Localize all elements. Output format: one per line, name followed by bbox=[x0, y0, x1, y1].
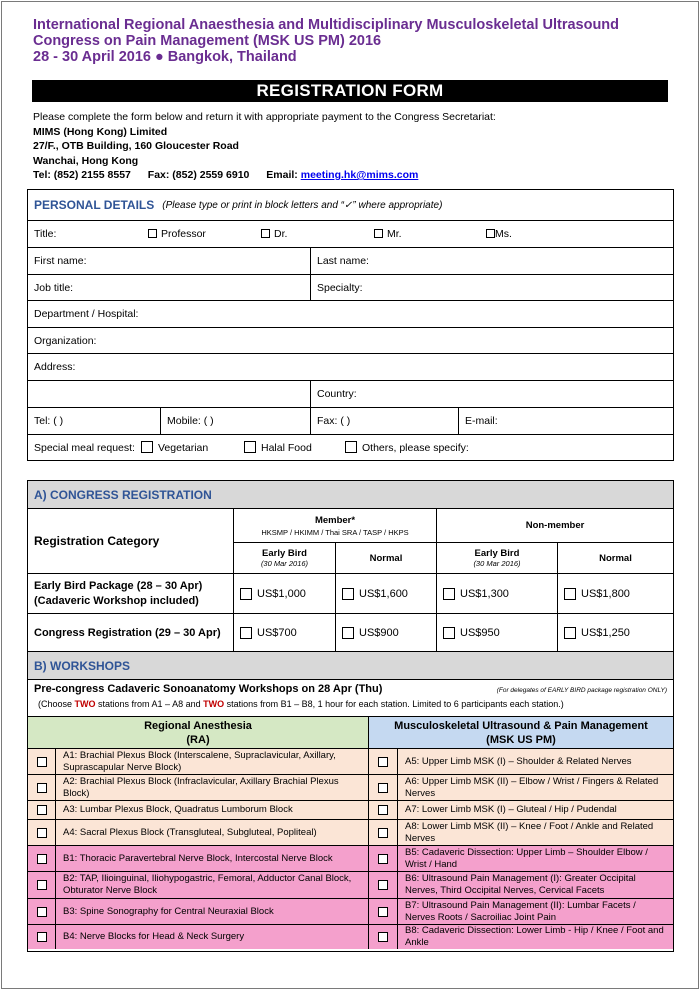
member-earlybird-header bbox=[233, 542, 335, 573]
instruction-text: Please complete the form below and return it with appropriate payment to the Congress Secretariat: bbox=[33, 111, 496, 123]
ra-sub: (RA) bbox=[186, 733, 210, 746]
checkbox-icon[interactable] bbox=[244, 441, 256, 453]
workshop-station-msk bbox=[397, 775, 673, 800]
msk-title: Musculoskeletal Ultrasound & Pain Management bbox=[394, 719, 648, 732]
workshop-row bbox=[28, 748, 673, 774]
header-line-3: 28 - 30 April 2016 ● Bangkok, Thailand bbox=[33, 49, 297, 65]
meal-option-label: Others, please specify: bbox=[362, 442, 469, 454]
choose-count: TWO bbox=[74, 699, 96, 709]
checkbox-icon[interactable] bbox=[37, 854, 47, 864]
price-option[interactable] bbox=[233, 614, 335, 652]
workshop-choose-note bbox=[38, 699, 564, 709]
first-name-field[interactable] bbox=[28, 248, 310, 274]
checkbox-icon[interactable] bbox=[37, 783, 47, 793]
price-value: US$700 bbox=[257, 627, 297, 639]
title-option-dr[interactable] bbox=[261, 228, 287, 240]
workshop-option[interactable] bbox=[28, 775, 55, 800]
checkbox-icon[interactable] bbox=[486, 229, 495, 238]
meal-option-halal[interactable] bbox=[244, 441, 312, 454]
category-name: Early Bird Package (28 – 30 Apr) bbox=[34, 579, 203, 592]
workshop-intro bbox=[28, 679, 673, 716]
title-label: Title: bbox=[34, 228, 57, 240]
meal-row bbox=[28, 434, 673, 460]
workshop-station-ra bbox=[55, 801, 368, 819]
workshops-heading: B) WORKSHOPS bbox=[28, 651, 673, 679]
workshop-row bbox=[28, 774, 673, 800]
checkbox-icon[interactable] bbox=[37, 932, 47, 942]
member-orgs: HKSMP / HKIMM / Thai SRA / TASP / HKPS bbox=[261, 527, 409, 537]
early-bird-label: Early Bird bbox=[474, 548, 520, 559]
workshop-station-msk bbox=[397, 846, 673, 871]
meal-option-vegetarian[interactable] bbox=[141, 441, 208, 454]
department-field[interactable] bbox=[28, 301, 673, 327]
checkbox-icon[interactable] bbox=[378, 880, 388, 890]
workshop-station-ra bbox=[55, 775, 368, 800]
checkbox-icon[interactable] bbox=[443, 588, 455, 600]
checkbox-icon[interactable] bbox=[37, 828, 47, 838]
title-option-mr[interactable] bbox=[374, 228, 402, 240]
station-label: A4: Sacral Plexus Block (Transgluteal, Subgluteal, Popliteal) bbox=[63, 826, 317, 838]
price-value: US$900 bbox=[359, 627, 399, 639]
checkbox-icon[interactable] bbox=[378, 932, 388, 942]
personal-details-section bbox=[27, 189, 674, 461]
tel-label: Tel: ( ) bbox=[34, 415, 64, 427]
personal-heading: PERSONAL DETAILS bbox=[34, 198, 155, 212]
station-label: A2: Brachial Plexus Block (Infraclavicular, Axillary Brachial Plexus Block) bbox=[63, 775, 339, 799]
price-option[interactable] bbox=[335, 614, 436, 652]
workshop-option[interactable] bbox=[368, 899, 397, 924]
price-option[interactable] bbox=[233, 574, 335, 613]
workshop-row bbox=[28, 819, 673, 845]
station-label: A3: Lumbar Plexus Block, Quadratus Lumborum Block bbox=[63, 804, 293, 815]
nonmember-normal-header: Normal bbox=[557, 542, 673, 573]
organization-field[interactable] bbox=[28, 328, 673, 353]
price-value: US$1,800 bbox=[581, 587, 630, 600]
checkbox-icon[interactable] bbox=[342, 627, 354, 639]
address-field[interactable] bbox=[28, 354, 673, 380]
header-line-2: Congress on Pain Management (MSK US PM) 2016 bbox=[33, 33, 382, 49]
workshop-station-ra bbox=[55, 820, 368, 845]
organization-label: Organization: bbox=[34, 334, 97, 347]
station-label: B8: Cadaveric Dissection: Lower Limb - Hip / Knee / Foot and Ankle bbox=[405, 925, 664, 948]
workshop-pre-title: Pre-congress Cadaveric Sonoanatomy Workshops on 28 Apr (Thu) bbox=[34, 683, 383, 695]
header-line-1: International Regional Anaesthesia and Multidisciplinary Musculoskeletal Ultrasound bbox=[33, 17, 620, 33]
price-value: US$950 bbox=[460, 627, 500, 639]
meal-option-label: Vegetarian bbox=[158, 442, 209, 454]
workshop-option[interactable] bbox=[28, 925, 55, 949]
meal-option-label: Halal Food bbox=[261, 442, 312, 454]
checkbox-icon[interactable] bbox=[345, 441, 357, 453]
title-option-label: Mr. bbox=[387, 228, 402, 240]
station-label: B7: Ultrasound Pain Management (II): Lumbar Facets / Nerves Roots / Sacroiliac Joint Pain bbox=[405, 899, 636, 923]
checkbox-icon[interactable] bbox=[240, 588, 252, 600]
nonmember-earlybird-header bbox=[436, 542, 557, 573]
member-header bbox=[233, 509, 436, 542]
job-row bbox=[28, 274, 673, 300]
workshop-station-ra bbox=[55, 872, 368, 898]
address-row bbox=[28, 353, 673, 380]
phone-row bbox=[28, 407, 673, 434]
workshop-option[interactable] bbox=[368, 846, 397, 871]
congress-heading: A) CONGRESS REGISTRATION bbox=[28, 481, 673, 508]
mobile-field[interactable] bbox=[160, 408, 310, 434]
station-label: B6: Ultrasound Pain Management (I): Greater Occipital Nerves, Third Occipital Nerves, Cervical Facets bbox=[405, 873, 636, 896]
secretariat-tel: Tel: (852) 2155 8557 bbox=[33, 169, 131, 181]
price-option[interactable] bbox=[335, 574, 436, 613]
ra-column-header bbox=[28, 716, 368, 748]
workshop-station-ra bbox=[55, 749, 368, 774]
station-label: B5: Cadaveric Dissection: Upper Limb – Shoulder Elbow / Wrist / Hand bbox=[405, 846, 648, 870]
mobile-label: Mobile: ( ) bbox=[167, 415, 214, 427]
category-sub: (Cadaveric Workshop included) bbox=[34, 594, 199, 607]
workshop-station-ra bbox=[55, 899, 368, 924]
workshop-row bbox=[28, 871, 673, 898]
workshop-pre-note: (For delegates of EARLY BIRD package registration ONLY) bbox=[496, 687, 667, 694]
checkbox-icon[interactable] bbox=[37, 805, 47, 815]
secretariat-email-link[interactable]: meeting.hk@mims.com bbox=[300, 169, 419, 181]
personal-note: (Please type or print in block letters and “✓” where appropriate) bbox=[162, 199, 443, 211]
nonmember-header: Non-member bbox=[436, 509, 673, 542]
checkbox-icon[interactable] bbox=[37, 907, 47, 917]
workshop-row bbox=[28, 845, 673, 871]
address-line-2-field[interactable] bbox=[28, 381, 310, 407]
secretariat-address-1: 27/F., OTB Building, 160 Gloucester Road bbox=[33, 140, 239, 152]
workshop-station-msk bbox=[397, 899, 673, 924]
email-label: E-mail: bbox=[465, 415, 498, 427]
station-label: A8: Lower Limb MSK (II) – Knee / Foot / Ankle and Related Nerves bbox=[405, 820, 654, 844]
last-name-field[interactable] bbox=[310, 248, 675, 274]
secretariat-email-label: Email: bbox=[266, 169, 298, 181]
choose-text: stations from A1 – A8 and bbox=[95, 699, 204, 709]
choose-text: stations from B1 – B8, 1 hour for each station. Limited to 6 participants each station.) bbox=[224, 699, 564, 709]
station-label: B1: Thoracic Paravertebral Nerve Block, Intercostal Nerve Block bbox=[63, 852, 333, 864]
workshop-station-ra bbox=[55, 925, 368, 949]
secretariat-fax: Fax: (852) 2559 6910 bbox=[147, 169, 250, 181]
station-label: A6: Upper Limb MSK (II) – Elbow / Wrist / Fingers & Related Nerves bbox=[405, 775, 659, 799]
workshop-station-msk bbox=[397, 749, 673, 774]
checkbox-icon[interactable] bbox=[378, 757, 388, 767]
job-title-label: Job title: bbox=[34, 281, 74, 294]
msk-sub: (MSK US PM) bbox=[486, 733, 556, 746]
job-title-field[interactable] bbox=[28, 275, 310, 300]
country-row bbox=[28, 380, 673, 407]
checkbox-icon[interactable] bbox=[378, 907, 388, 917]
checkbox-icon[interactable] bbox=[378, 854, 388, 864]
workshop-option[interactable] bbox=[368, 872, 397, 898]
checkbox-icon[interactable] bbox=[240, 627, 252, 639]
title-row bbox=[28, 220, 673, 247]
specialty-label: Specialty: bbox=[317, 281, 363, 294]
workshop-row bbox=[28, 898, 673, 924]
checkbox-icon[interactable] bbox=[342, 588, 354, 600]
personal-heading-row bbox=[28, 190, 673, 220]
meal-label: Special meal request: bbox=[34, 441, 135, 454]
checkbox-icon[interactable] bbox=[378, 828, 388, 838]
workshop-option[interactable] bbox=[368, 775, 397, 800]
fax-label: Fax: ( ) bbox=[317, 415, 351, 427]
workshop-option[interactable] bbox=[28, 749, 55, 774]
name-row bbox=[28, 247, 673, 274]
station-label: A5: Upper Limb MSK (I) – Shoulder & Related Nerves bbox=[405, 755, 632, 767]
price-value: US$1,600 bbox=[359, 587, 408, 600]
station-label: B4: Nerve Blocks for Head & Neck Surgery bbox=[63, 931, 245, 942]
secretariat-org: MIMS (Hong Kong) Limited bbox=[33, 125, 168, 138]
member-normal-header: Normal bbox=[335, 542, 436, 573]
checkbox-icon[interactable] bbox=[378, 805, 388, 815]
title-option-ms[interactable] bbox=[486, 228, 512, 240]
title-option-label: Ms. bbox=[495, 228, 512, 240]
title-option-professor[interactable] bbox=[148, 228, 206, 240]
category-name: Congress Registration (29 – 30 Apr) bbox=[34, 627, 221, 639]
workshop-option[interactable] bbox=[28, 801, 55, 819]
workshop-option[interactable] bbox=[28, 820, 55, 845]
checkbox-icon[interactable] bbox=[374, 229, 383, 238]
checkbox-icon[interactable] bbox=[564, 627, 576, 639]
pricing-row-early-bird-package bbox=[28, 573, 673, 613]
fax-field[interactable] bbox=[310, 408, 458, 434]
organization-row bbox=[28, 327, 673, 353]
workshop-option[interactable] bbox=[368, 820, 397, 845]
workshop-option[interactable] bbox=[28, 872, 55, 898]
choose-count: TWO bbox=[203, 699, 225, 709]
secretariat-address-2: Wanchai, Hong Kong bbox=[33, 154, 139, 167]
workshop-station-ra bbox=[55, 846, 368, 871]
pricing-row-congress-registration bbox=[28, 613, 673, 652]
tel-field[interactable] bbox=[28, 408, 160, 434]
member-label: Member* bbox=[314, 514, 356, 526]
workshop-station-msk bbox=[397, 925, 673, 949]
title-option-label: Professor bbox=[161, 228, 206, 240]
workshop-station-msk bbox=[397, 820, 673, 845]
price-option[interactable] bbox=[436, 574, 557, 613]
station-label: B2: TAP, Ilioinguinal, Iliohypogastric, Femoral, Adductor Canal Block, Obturator Nerve Block bbox=[63, 873, 352, 896]
station-label: B3: Spine Sonography for Central Neuraxial Block bbox=[63, 905, 274, 917]
price-value: US$1,300 bbox=[460, 587, 509, 600]
form-title: REGISTRATION FORM bbox=[32, 80, 668, 102]
msk-column-header bbox=[368, 716, 673, 748]
workshop-station-msk bbox=[397, 801, 673, 819]
address-label: Address: bbox=[34, 361, 76, 373]
workshop-row bbox=[28, 924, 673, 949]
first-name-label: First name: bbox=[34, 255, 87, 267]
choose-text: (Choose bbox=[38, 699, 75, 709]
workshop-option[interactable] bbox=[368, 801, 397, 819]
early-bird-date: (30 Mar 2016) bbox=[260, 559, 309, 568]
price-option[interactable] bbox=[557, 574, 673, 613]
intro-block bbox=[33, 110, 496, 183]
checkbox-icon[interactable] bbox=[564, 588, 576, 600]
checkbox-icon[interactable] bbox=[443, 627, 455, 639]
department-row bbox=[28, 300, 673, 327]
department-label: Department / Hospital: bbox=[34, 308, 139, 320]
checkbox-icon[interactable] bbox=[148, 229, 157, 238]
checkbox-icon[interactable] bbox=[37, 880, 47, 890]
title-option-label: Dr. bbox=[274, 228, 288, 240]
checkbox-icon[interactable] bbox=[261, 229, 270, 238]
email-field[interactable] bbox=[458, 408, 675, 434]
workshop-option[interactable] bbox=[368, 749, 397, 774]
registration-section bbox=[27, 480, 674, 952]
ra-title: Regional Anesthesia bbox=[144, 719, 252, 732]
early-bird-label: Early Bird bbox=[262, 548, 307, 559]
workshop-option[interactable] bbox=[368, 925, 397, 949]
price-value: US$1,000 bbox=[257, 587, 306, 600]
workshop-option[interactable] bbox=[28, 899, 55, 924]
country-field[interactable] bbox=[310, 381, 675, 407]
checkbox-icon[interactable] bbox=[37, 757, 47, 767]
price-option[interactable] bbox=[436, 614, 557, 652]
station-label: A7: Lower Limb MSK (I) – Gluteal / Hip / Pudendal bbox=[405, 804, 617, 815]
last-name-label: Last name: bbox=[317, 255, 369, 267]
country-label: Country: bbox=[317, 388, 357, 400]
pricing-table bbox=[28, 508, 673, 651]
secretariat-contacts bbox=[33, 168, 496, 183]
checkbox-icon[interactable] bbox=[141, 441, 153, 453]
station-label: A1: Brachial Plexus Block (Interscalene, Supraclavicular, Axillary, Suprascapular Nerve Block) bbox=[63, 749, 336, 773]
price-value: US$1,250 bbox=[581, 627, 630, 639]
meal-option-others[interactable] bbox=[345, 441, 469, 454]
congress-header bbox=[33, 17, 619, 65]
category-header: Registration Category bbox=[34, 534, 160, 548]
checkbox-icon[interactable] bbox=[378, 783, 388, 793]
workshop-row bbox=[28, 800, 673, 819]
early-bird-date: (30 Mar 2016) bbox=[473, 559, 521, 568]
price-option[interactable] bbox=[557, 614, 673, 652]
workshop-option[interactable] bbox=[28, 846, 55, 871]
specialty-field[interactable] bbox=[310, 275, 675, 300]
workshop-station-msk bbox=[397, 872, 673, 898]
